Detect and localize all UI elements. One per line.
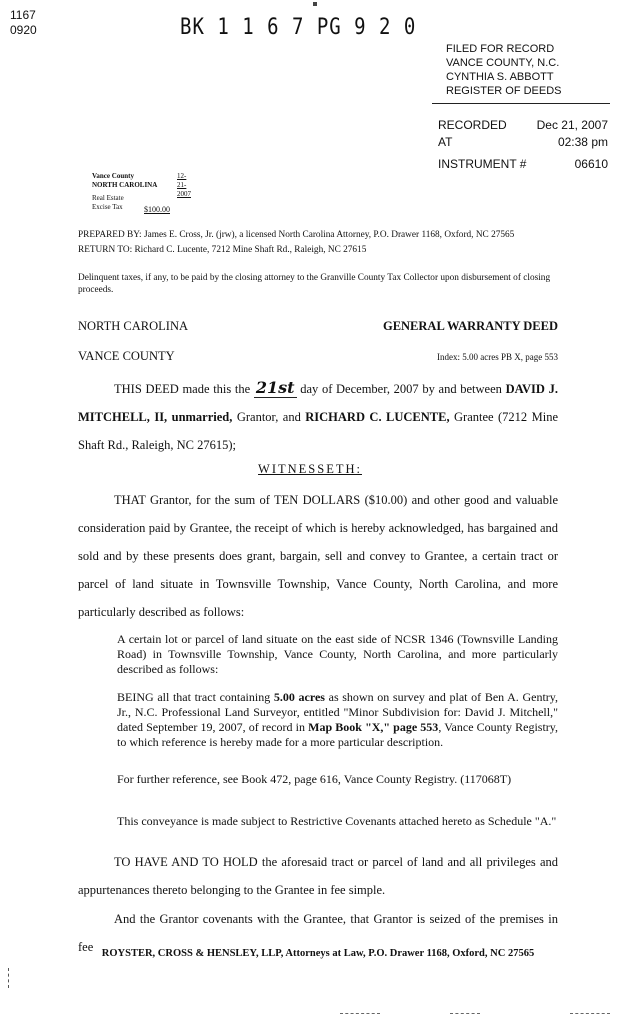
- excise-tax-stamp: [92, 172, 191, 214]
- prepared-by: PREPARED BY: James E. Cross, Jr. (jrw), a licensed North Carolina Attorney, P.O. Drawer 1168, Oxford, NC 27565: [78, 230, 515, 240]
- recorded-label: RECORDED: [438, 118, 507, 132]
- deed-title: GENERAL WARRANTY DEED: [382, 319, 558, 333]
- consideration-text: THAT Grantor, for the sum of TEN DOLLARS ($10.00) and other good and valuable consideration paid by Grantee, the receipt of which is hereby acknowledged, has bargained and sold and by these presents does grant, bargain, sell and convey to Grantee, a certain tract or parcel of land situate in Townsville Township, Vance County, North Carolina, and more particularly described as follows:: [78, 493, 558, 619]
- description-paragraph-1: A certain lot or parcel of land situate on the east side of NCSR 1346 (Townsville Landing Road) in Townsville Township, Vance County, North Carolina, and more particularly described as follows:: [117, 632, 558, 676]
- grantee-name: RICHARD C. LUCENTE,: [305, 410, 450, 424]
- instrument-number-row: [438, 157, 608, 171]
- scan-mark: [313, 2, 317, 6]
- description-paragraph-3: For further reference, see Book 472, page 616, Vance County Registry. (117068T): [117, 772, 512, 786]
- at-label: AT: [438, 135, 453, 149]
- deed-text: THIS DEED made this the: [114, 382, 254, 396]
- corner-book-number: 1167: [10, 8, 36, 22]
- county-heading: VANCE COUNTY: [78, 349, 175, 363]
- deed-text: day of December, 2007 by and between: [296, 382, 506, 396]
- book-page-stamp: BK 1 1 6 7 PG 9 2 0: [180, 14, 417, 40]
- witnesseth-heading: WITNESSETH:: [258, 462, 362, 476]
- filed-for-record-stamp: [446, 42, 606, 98]
- instrument-number: 06610: [574, 157, 608, 171]
- recorded-time: 02:38 pm: [557, 135, 608, 149]
- scan-mark: [570, 1013, 610, 1014]
- corner-page-number: 0920: [10, 23, 37, 37]
- description-text: as shown on survey and plat of Ben A. Gentry, Jr., N.C. Professional Land Surveyor, entitled "Minor Subdivision for: David J. Mitchell," dated September 19, 2007, of record in: [117, 690, 558, 734]
- consideration-paragraph: [78, 486, 558, 626]
- habendum-paragraph: [78, 848, 558, 904]
- scan-mark: [340, 1013, 380, 1014]
- handwritten-day: 21st: [255, 378, 295, 397]
- description-text: BEING all that tract containing: [117, 690, 274, 704]
- filed-line: FILED FOR RECORD: [446, 43, 555, 55]
- deed-opening-paragraph: [78, 374, 558, 459]
- index-reference: Index: 5.00 acres PB X, page 553: [437, 352, 558, 362]
- grantor-name: DAVID J. MITCHELL, II, unmarried,: [78, 382, 558, 424]
- tax-amount: $100.00: [144, 205, 170, 214]
- filed-line: REGISTER OF DEEDS: [446, 85, 562, 97]
- covenant-text: And the Grantor covenants with the Grantee, that Grantor is seized of the premises in fee: [78, 912, 558, 954]
- state-heading: NORTH CAROLINA: [78, 319, 189, 333]
- instrument-label: INSTRUMENT #: [438, 157, 527, 171]
- recorded-date: Dec 21, 2007: [536, 118, 608, 132]
- tax-date: 12-21-2007: [177, 172, 191, 198]
- tax-county: Vance County: [92, 172, 134, 180]
- habendum-text: TO HAVE AND TO HOLD the aforesaid tract or parcel of land and all privileges and appurtenances thereto belonging to the Grantee in fee simple.: [78, 855, 558, 897]
- tax-state: NORTH CAROLINA: [92, 181, 158, 189]
- filed-line: CYNTHIA S. ABBOTT: [446, 71, 554, 83]
- tax-real-estate: Real Estate: [92, 194, 124, 202]
- stamp-divider: [432, 103, 610, 104]
- tax-excise-label: Excise Tax: [92, 203, 123, 211]
- filed-line: VANCE COUNTY, N.C.: [446, 57, 560, 69]
- acreage: 5.00 acres: [273, 690, 325, 704]
- law-firm-footer: ROYSTER, CROSS & HENSLEY, LLP, Attorneys at Law, P.O. Drawer 1168, Oxford, NC 27565: [101, 948, 535, 959]
- recorded-block: [438, 118, 608, 152]
- return-to: RETURN TO: Richard C. Lucente, 7212 Mine Shaft Rd., Raleigh, NC 27615: [78, 245, 367, 255]
- description-text: , Vance County Registry, to which reference is hereby made for a more particular description.: [117, 720, 559, 749]
- deed-text: Grantee (7212 Mine Shaft Rd., Raleigh, NC 27615);: [78, 410, 559, 452]
- scan-mark: [8, 968, 10, 988]
- corner-book-page: [10, 8, 37, 38]
- description-paragraph-2: [117, 690, 558, 750]
- delinquent-taxes-note: Delinquent taxes, if any, to be paid by the closing attorney to the Granville County Tax Collector upon disbursement of closing proceeds.: [78, 273, 551, 295]
- deed-text: Grantor, and: [232, 410, 306, 424]
- description-paragraph-4: This conveyance is made subject to Restrictive Covenants attached hereto as Schedule "A.": [117, 814, 557, 828]
- scan-mark: [450, 1013, 480, 1014]
- map-book-reference: Map Book "X," page 553: [308, 720, 439, 734]
